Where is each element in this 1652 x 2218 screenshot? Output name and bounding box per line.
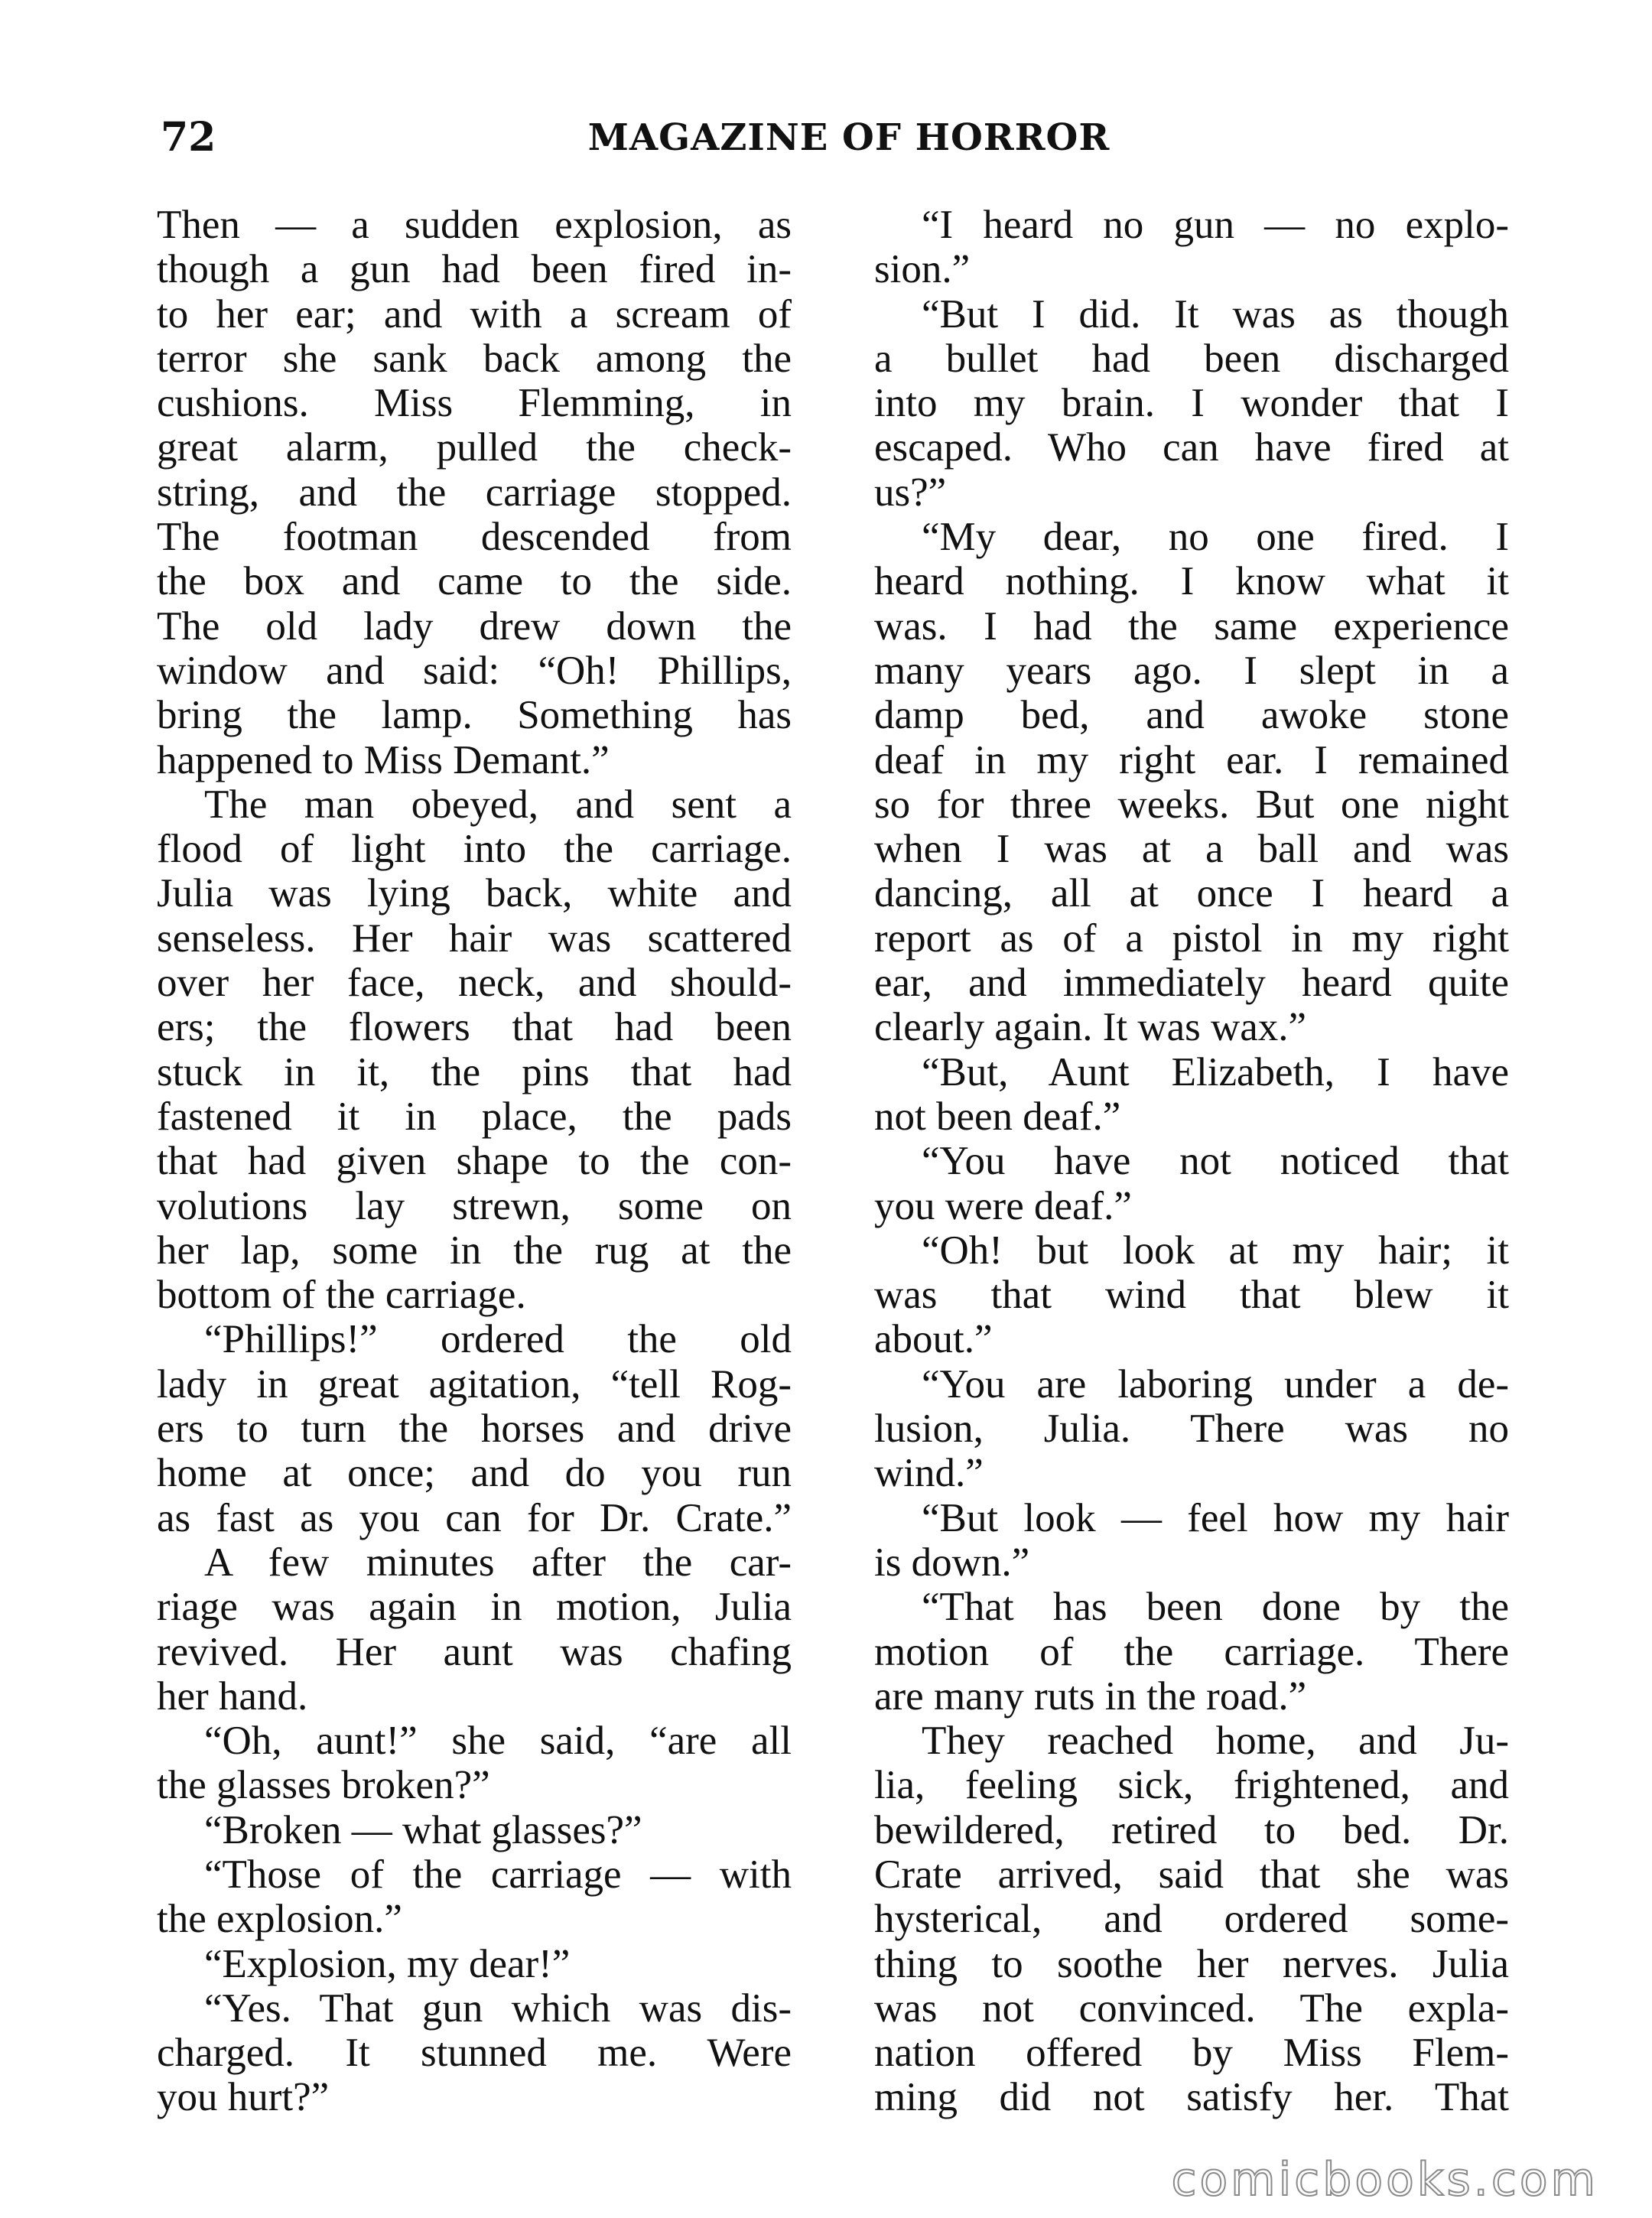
text-line: volutions lay strewn, some on: [157, 1183, 792, 1228]
text-line: The man obeyed, and sent a: [204, 782, 792, 827]
text-line: ers to turn the horses and drive: [157, 1407, 792, 1452]
text-line: hysterical, and ordered some-: [874, 1897, 1509, 1942]
text-line: Crate arrived, said that she was: [874, 1852, 1509, 1897]
text-line: over her face, neck, and should-: [157, 961, 792, 1006]
text-line: “Explosion, my dear!”: [204, 1941, 571, 1986]
text-line: “My dear, no one fired. I: [922, 515, 1509, 560]
running-head-title: MAGAZINE OF HORROR: [587, 116, 1111, 159]
text-line: as fast as you can for Dr. Crate.”: [157, 1495, 792, 1540]
text-line: into my brain. I wonder that I: [874, 381, 1509, 426]
text-line: wind.”: [874, 1451, 984, 1496]
text-line: heard nothing. I know what it: [874, 559, 1509, 604]
text-line: her hand.: [157, 1673, 308, 1719]
text-line: deaf in my right ear. I remained: [874, 737, 1509, 782]
text-line: Then — a sudden explosion, as: [157, 203, 792, 247]
text-line: lusion, Julia. There was no: [874, 1407, 1509, 1452]
text-line: “Oh, aunt!” she said, “are all: [204, 1719, 792, 1764]
text-line: is down.”: [874, 1540, 1030, 1585]
text-line: are many ruts in the road.”: [874, 1673, 1307, 1719]
text-line: A few minutes after the car-: [204, 1540, 792, 1585]
text-line: “Phillips!” ordered the old: [204, 1317, 792, 1362]
text-line: revived. Her aunt was chafing: [157, 1629, 792, 1674]
text-line: window and said: “Oh! Phillips,: [157, 648, 792, 693]
text-line: “You are laboring under a de-: [922, 1361, 1509, 1407]
text-line: charged. It stunned me. Were: [157, 2031, 792, 2076]
text-line: clearly again. It was wax.”: [874, 1005, 1307, 1050]
text-line: when I was at a ball and was: [874, 827, 1509, 872]
text-line: “Broken — what glasses?”: [204, 1807, 642, 1852]
text-line: ear, and immediately heard quite: [874, 961, 1509, 1006]
text-line: “But I did. It was as though: [922, 291, 1509, 337]
text-line: us?”: [874, 470, 947, 515]
text-line: terror she sank back among the: [157, 336, 792, 381]
text-line: you hurt?”: [157, 2075, 330, 2120]
text-line: “Yes. That gun which was dis-: [204, 1985, 792, 2031]
text-line: the glasses broken?”: [157, 1763, 490, 1808]
text-line: damp bed, and awoke stone: [874, 693, 1509, 738]
text-line: escaped. Who can have fired at: [874, 425, 1509, 470]
text-line: They reached home, and Ju-: [922, 1719, 1509, 1764]
text-line: stuck in it, the pins that had: [157, 1049, 792, 1094]
text-line: the explosion.”: [157, 1897, 402, 1942]
text-line: her lap, some in the rug at the: [157, 1228, 792, 1273]
text-line: “I heard no gun — no explo-: [922, 203, 1509, 247]
text-line: Julia was lying back, white and: [157, 871, 792, 916]
text-line: the box and came to the side.: [157, 559, 792, 604]
text-line: about.”: [874, 1317, 993, 1362]
text-line: to her ear; and with a scream of: [157, 291, 792, 337]
text-line: “That has been done by the: [922, 1585, 1509, 1630]
text-line: a bullet had been discharged: [874, 336, 1509, 381]
text-line: report as of a pistol in my right: [874, 915, 1509, 961]
text-line: bewildered, retired to bed. Dr.: [874, 1807, 1509, 1852]
watermark: comicbooks.com: [1171, 2153, 1598, 2207]
text-line: bottom of the carriage.: [157, 1273, 526, 1318]
text-line: was. I had the same experience: [874, 603, 1509, 649]
text-line: fastened it in place, the pads: [157, 1094, 792, 1139]
text-line: not been deaf.”: [874, 1094, 1121, 1139]
page-number: 72: [161, 114, 216, 161]
text-line: “You have not noticed that: [922, 1139, 1509, 1184]
text-line: The old lady drew down the: [157, 603, 792, 649]
text-line: “But look — feel how my hair: [922, 1495, 1509, 1540]
text-line: though a gun had been fired in-: [157, 247, 792, 292]
text-line: cushions. Miss Flemming, in: [157, 381, 792, 426]
text-line: that had given shape to the con-: [157, 1139, 792, 1184]
text-line: “But, Aunt Elizabeth, I have: [922, 1049, 1509, 1094]
text-line: you were deaf.”: [874, 1183, 1132, 1228]
text-line: flood of light into the carriage.: [157, 827, 792, 872]
text-line: so for three weeks. But one night: [874, 782, 1509, 827]
text-line: motion of the carriage. There: [874, 1629, 1509, 1674]
text-line: lia, feeling sick, frightened, and: [874, 1763, 1509, 1808]
right-text-column: [874, 203, 1509, 2120]
text-line: thing to soothe her nerves. Julia: [874, 1941, 1509, 1986]
text-line: lady in great agitation, “tell Rog-: [157, 1361, 792, 1407]
text-line: nation offered by Miss Flem-: [874, 2031, 1509, 2076]
text-line: ers; the flowers that had been: [157, 1005, 792, 1050]
text-line: senseless. Her hair was scattered: [157, 915, 792, 961]
text-line: string, and the carriage stopped.: [157, 470, 792, 515]
text-line: “Oh! but look at my hair; it: [922, 1228, 1509, 1273]
text-line: bring the lamp. Something has: [157, 693, 792, 738]
text-line: home at once; and do you run: [157, 1451, 792, 1496]
text-line: The footman descended from: [157, 515, 792, 560]
text-line: was not convinced. The expla-: [874, 1985, 1509, 2031]
text-line: riage was again in motion, Julia: [157, 1585, 792, 1630]
left-text-column: [157, 203, 792, 2120]
text-line: dancing, all at once I heard a: [874, 871, 1509, 916]
text-line: sion.”: [874, 247, 971, 292]
text-line: great alarm, pulled the check-: [157, 425, 792, 470]
text-line: ming did not satisfy her. That: [874, 2075, 1509, 2120]
text-line: many years ago. I slept in a: [874, 648, 1509, 693]
text-line: was that wind that blew it: [874, 1273, 1509, 1318]
text-line: happened to Miss Demant.”: [157, 737, 610, 782]
text-line: “Those of the carriage — with: [204, 1852, 792, 1897]
